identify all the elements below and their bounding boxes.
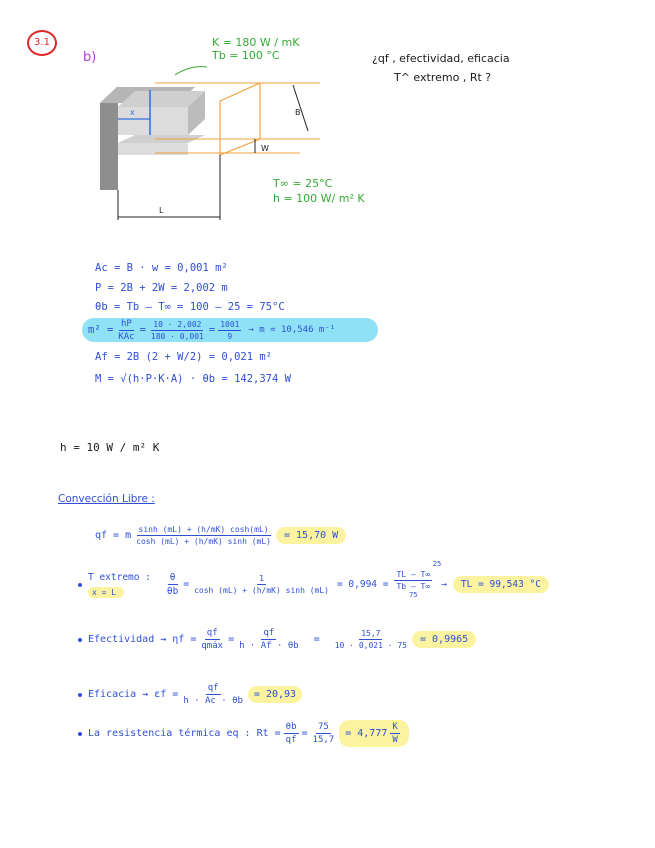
upper-fin-front [118, 107, 188, 135]
part-label: b) [83, 50, 97, 65]
calc-af: Af = 2B (2 + W/2) = 0,021 m² [95, 351, 273, 363]
question [372, 52, 510, 84]
w-label: W [261, 144, 269, 153]
conductivity: K = 180 W / mK [212, 36, 300, 49]
eficacia-result: = 20,93 [248, 686, 302, 703]
l-label: L [159, 206, 164, 215]
calc-M: M = √(h·P·K·A) · θb = 142,374 W [95, 373, 291, 385]
x-label: x [130, 108, 135, 117]
cross-section-outline [220, 83, 260, 155]
question-line-1: ¿qf , efectividad, eficacia [372, 52, 510, 65]
qf-equation: qf = m $\frac{\sinh (mL) + (h/mK) \cosh(mL)}{\cosh (mL) + (h/mK) \sinh (mL)}$ = 15,70 W [95, 525, 346, 546]
calc-m-squared: m² = $\frac{hP}{\text{KAc}}$ = $\frac{10 \cdot 2,002}{180 \cdot 0,001}$ = $\frac{1001}{9}$ → m = 10,546 m⁻¹ [82, 318, 378, 342]
calc-ac: Ac = B · w = 0,001 m² [95, 262, 228, 274]
fin-properties [212, 36, 299, 62]
convection-coefficient: h = 100 W/ m² K [273, 192, 365, 205]
resistencia-block: La resistencia térmica eq : Rt = $\frac{\theta b}{qf}$ = $\frac{75}{15,7}$ = 4,777 $\frac{K}{W}$ [78, 720, 409, 747]
efectividad-block: Efectividad ⇝ ηf = $\frac{qf}{\text{qmáx}}$ = $\frac{qf}{h \cdot Af \cdot \theta b}$ = $\frac{15,7}{10 \cdot 0,021 \cdot 75}$ = 0,9965 [78, 628, 476, 651]
ambient-temperature: T∞ = 25°C [273, 177, 333, 190]
calc-theta: θb = Tb – T∞ = 100 – 25 = 75°C [95, 301, 285, 313]
ambient-conditions [273, 177, 365, 205]
textremo-block: T extremo : x = L $\frac{\theta}{\theta b}$ = $\frac{1}{\cosh (mL) + (h/mK) \sinh (mL)}$ = 0,994 = 25 $\frac{TL - T\infty}{Tb - T\infty}$ 75 → TL = 99,543 °C [78, 570, 549, 599]
section-title: Convección Libre : [58, 493, 155, 505]
b-label: B [295, 108, 301, 117]
calc-perimeter: P = 2B + 2W = 2,002 m [95, 282, 228, 294]
base-temperature: Tb = 100 °C [212, 49, 280, 62]
problem-number: 3.1 [34, 37, 50, 48]
efectividad-result: = 0,9965 [412, 631, 476, 648]
problem-number-badge [27, 30, 57, 56]
question-line-2: T^ extremo , Rt ? [394, 71, 492, 84]
textremo-result: TL = 99,543 °C [453, 576, 549, 593]
resistencia-result: = 4,777 $\frac{K}{W}$ [339, 720, 409, 747]
eficacia-block: Eficacia ⇝ εf = $\frac{qf}{h \cdot Ac \cdot \theta b}$ = 20,93 [78, 683, 302, 706]
base-wall-front [100, 103, 118, 190]
m-result: → m = 10,546 m⁻¹ [248, 325, 336, 335]
qf-result: = 15,70 W [276, 527, 346, 544]
h-new: h = 10 W / m² K [60, 441, 160, 454]
